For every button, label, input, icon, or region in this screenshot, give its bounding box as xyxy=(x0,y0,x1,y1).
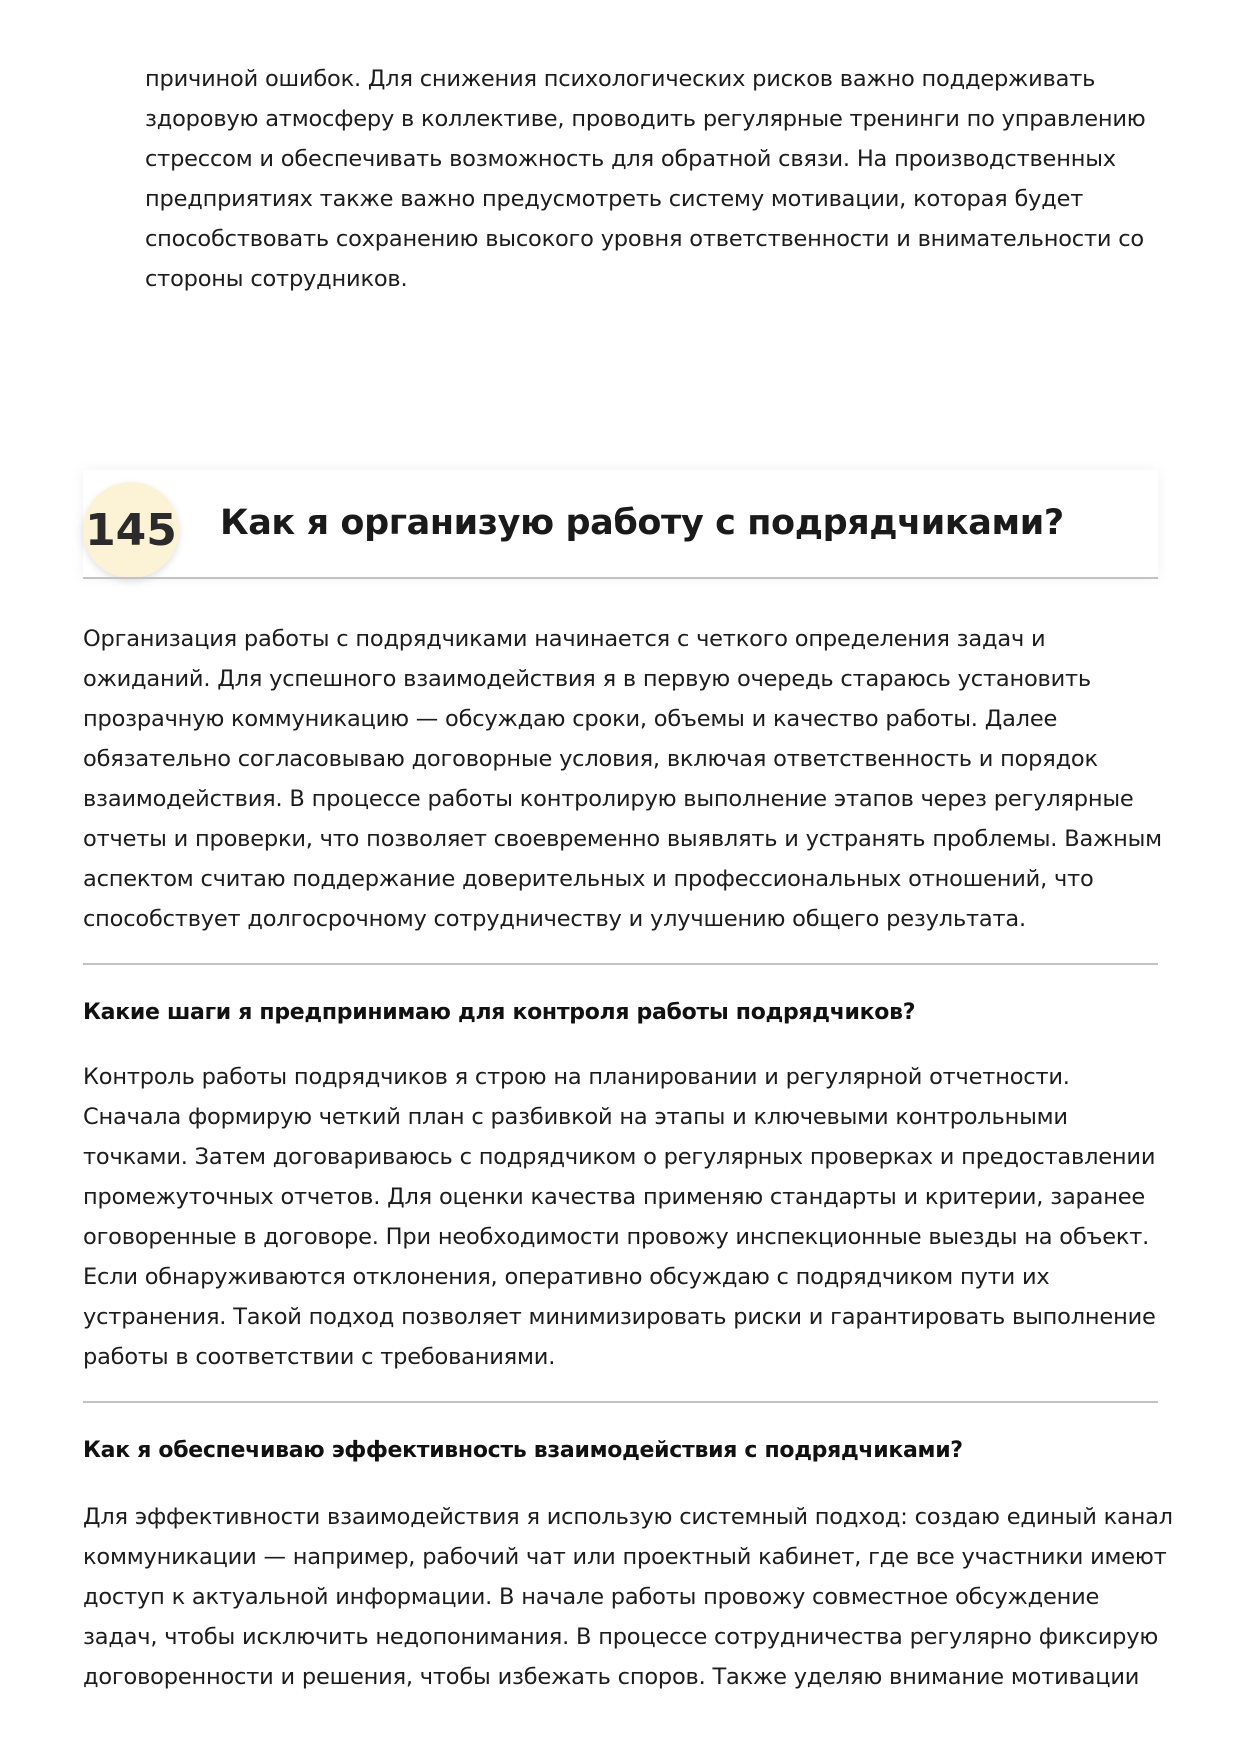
question-header xyxy=(83,470,1158,578)
followup-divider xyxy=(83,963,1158,965)
followup-title: Как я обеспечиваю эффективность взаимодействия с подрядчиками? xyxy=(83,1438,963,1463)
followup-title: Какие шаги я предпринимаю для контроля работы подрядчиков? xyxy=(83,1000,916,1025)
followup-answer: Контроль работы подрядчиков я строю на планировании и регулярной отчетности. Сначала формирую четкий план с разбивкой на этапы и ключевыми контрольными точками. Затем договариваюсь с подрядчиком о регулярных проверках и предоставлении промежуточных отчетов. Для оценки качества применяю стандарты и критерии, заранее оговоренные в договоре. При необходимости провожу инспекционные выезды на объект. Если обнаруживаются отклонения, оперативно обсуждаю с подрядчиком пути их устранения. Такой подход позволяет минимизировать риски и гарантировать выполнение работы в соответствии с требованиями. xyxy=(83,1064,1156,1370)
followup-divider xyxy=(83,1401,1158,1403)
intro-paragraph: причиной ошибок. Для снижения психологических рисков важно поддерживать здоровую атмосферу в коллективе, проводить регулярные тренинги по управлению стрессом и обеспечивать возможность для обратной связи. На производственных предприятиях также важно предусмотреть систему мотивации, которая будет способствовать сохранению высокого уровня ответственности и внимательности со стороны сотрудников. xyxy=(145,66,1146,292)
question-divider xyxy=(83,577,1158,579)
question-number-badge: 145 xyxy=(83,482,179,578)
question-title: Как я организую работу с подрядчиками? xyxy=(220,503,1064,543)
question-answer: Организация работы с подрядчиками начинается с четкого определения задач и ожиданий. Для успешного взаимодействия я в первую очередь стараюсь установить прозрачную коммуникацию — обсуждаю сроки, объемы и качество работы. Далее обязательно согласовываю договорные условия, включая ответственность и порядок взаимодействия. В процессе работы контролирую выполнение этапов через регулярные отчеты и проверки, что позволяет своевременно выявлять и устранять проблемы. Важным аспектом считаю поддержание доверительных и профессиональных отношений, что способствует долгосрочному сотрудничеству и улучшению общего результата. xyxy=(83,626,1162,932)
followup-answer: Для эффективности взаимодействия я использую системный подход: создаю единый канал коммуникации — например, рабочий чат или проектный кабинет, где все участники имеют доступ к актуальной информации. В начале работы провожу совместное обсуждение задач, чтобы исключить недопонимания. В процессе сотрудничества регулярно фиксирую договоренности и решения, чтобы избежать споров. Также уделяю внимание мотивации xyxy=(83,1504,1173,1690)
